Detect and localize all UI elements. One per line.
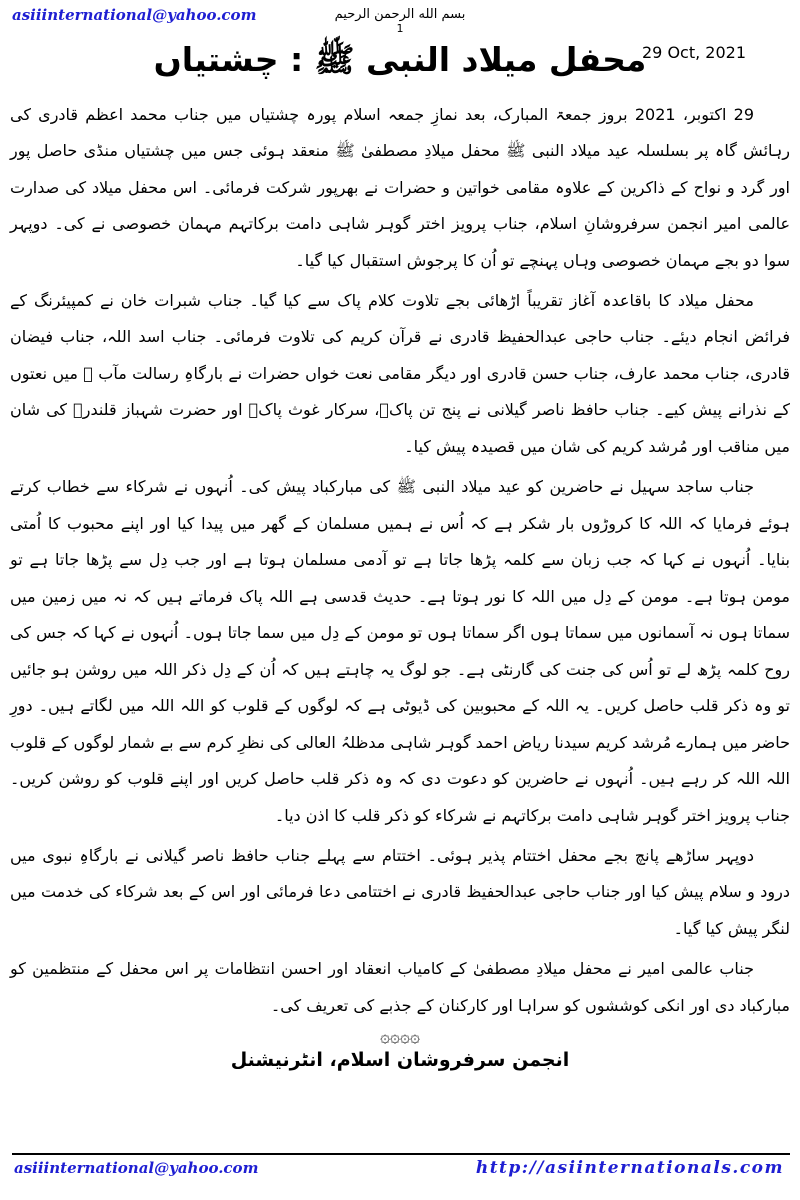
footer-links-row: [0, 1158, 800, 1178]
paragraph-2: محفل میلاد کا باقاعدہ آغاز تقریباً اڑھائی بجے تلاوت کلام پاک سے کیا گیا۔ جناب شبرات خان نے کمپیئرنگ کے فرائض انجام دیئے۔ جناب حاجی عبدالحفیظ قادری نے قرآن کریم کی تلاوت فرمائی۔ جناب اسد اللہ، جناب فیضان قادری، جناب محمد عارف، جناب حسن قادری اور دیگر مقامی نعت خواں حضرات نے بارگاہِ رسالت مآب ﷺ میں نعتوں کے نذرانے پیش کیے۔ جناب حافظ ناصر گیلانی نے پنج تن پاکؑ، سرکار غوث پاکؒ اور حضرت شہباز قلندرؒ کی شان میں مناقب اور مُرشد کریم کی شان میں قصیدہ پیش کیا۔: [10, 290, 790, 456]
paragraph-4: دوپہر ساڑھے پانچ بجے محفل اختتام پذیر ہوئی۔ اختتام سے پہلے جناب حافظ ناصر گیلانی نے بارگاہِ نبوی میں درود و سلام پیش کیا اور جناب حاجی عبدالحفیظ قادری نے اختتامی دعا فرمائی اور اس کے بعد شرکاء کی خدمت میں لنگر پیش کیا گیا۔: [10, 846, 790, 938]
bismillah-text: بسم الله الرحمن الرحيم: [334, 7, 466, 22]
paragraph-5: جناب عالمی امیر نے محفل میلادِ مصطفیٰ کے کامیاب انعقاد اور احسن انتظامات پر اس محفل کے منتظمین کو مبارکباد دی اور انکی کوششوں کو سراہا اور کارکنان کے جذبے کی تعریف کی۔: [10, 959, 790, 1015]
header-email-link[interactable]: asiiinternational@yahoo.com: [12, 6, 257, 24]
page-number: 1: [396, 21, 404, 35]
footer-divider-line: [12, 1153, 790, 1155]
paragraph-1: 29 اکتوبر، 2021 بروز جمعۃ المبارک، بعد نمازِ جمعہ اسلام پورہ چشتیاں میں جناب محمد اعظم قادری کی رہائش گاہ پر بسلسلہ عید میلاد النبی ﷺ محفل میلادِ مصطفیٰ ﷺ منعقد ہوئی جس میں چشتیاں منڈی حاصل پور اور گرد و نواح کے ذاکرین کے علاوہ مقامی خواتین و حضرات نے بھرپور شرکت فرمائی۔ اس محفل میلاد کی صدارت عالمی امیر انجمن سرفروشانِ اسلام، جناب پرویز اختر گوہر شاہی دامت برکاتہم مہمان خصوصی نے کی۔ دوپہر سوا دو بجے مہمان خصوصی وہاں پہنچے تو اُن کا پرجوش استقبال کیا گیا۔: [10, 104, 790, 270]
star-ornament-divider: ۞۞۞۞: [380, 1027, 420, 1048]
title-row: [0, 35, 800, 85]
organization-name: انجمن سرفروشان اسلام، انٹرنیشنل: [230, 1049, 570, 1072]
footer-website-link[interactable]: http://asiinternationals.com: [475, 1158, 784, 1178]
document-date: 29 Oct, 2021: [642, 43, 746, 63]
document-title: محفل میلاد النبی ﷺ : چشتیاں: [153, 40, 647, 80]
footer-email-link[interactable]: asiiinternational@yahoo.com: [14, 1159, 259, 1177]
paragraph-3: جناب ساجد سہیل نے حاضرین کو عید میلاد النبی ﷺ کی مبارکباد پیش کی۔ اُنہوں نے شرکاء سے خطاب کرتے ہوئے فرمایا کہ اللہ کا کروڑوں بار شکر ہے کہ اُس نے ہمیں مسلمان کے گھر میں پیدا کیا اور اپنے محبوب کا اُمتی بنایا۔ اُنہوں نے کہا کہ جب زبان سے کلمہ پڑھا جاتا ہے تو آدمی مسلمان ہوتا ہے اور جب دِل سے پڑھا جاتا ہے تو مومن ہوتا ہے۔ مومن کے دِل میں اللہ کا نور ہوتا ہے۔ حدیث قدسی ہے اللہ پاک فرماتے ہیں کہ نہ میں زمین میں سماتا ہوں نہ آسمانوں میں سماتا ہوں اگر سماتا ہوں تو مومن کے دِل میں سما جاتا ہوں۔ اُنہوں نے کہا کہ جس کی روح کلمہ پڑھ لے تو اُس کی جنت کی گارنٹی ہے۔ جو لوگ یہ چاہتے ہیں کہ اُن کے دِل ذکر اللہ میں روشن ہو جائیں تو وہ ذکر قلب حاصل کریں۔ یہ اللہ کے محبوبین کی ڈیوٹی ہے کہ لوگوں کے قلوب کو اللہ اللہ میں لگاتے ہیں۔ دورِ حاضر میں ہمارے مُرشد کریم سیدنا ریاض احمد گوہر شاہی مدظلہُ العالی کی نظرِ کرم سے بے شمار لوگوں کے قلوب اللہ اللہ کر رہے ہیں۔ اُنہوں نے حاضرین کو دعوت دی کہ وہ ذکر قلب حاصل کریں اور اپنے قلوب کو روشن کریں۔ جناب پرویز اختر گوہر شاہی دامت برکاتہم نے شرکاء کو ذکر قلب کا اذن دیا۔: [10, 477, 790, 825]
article-body: [0, 85, 800, 1025]
page-footer: [0, 1153, 800, 1178]
